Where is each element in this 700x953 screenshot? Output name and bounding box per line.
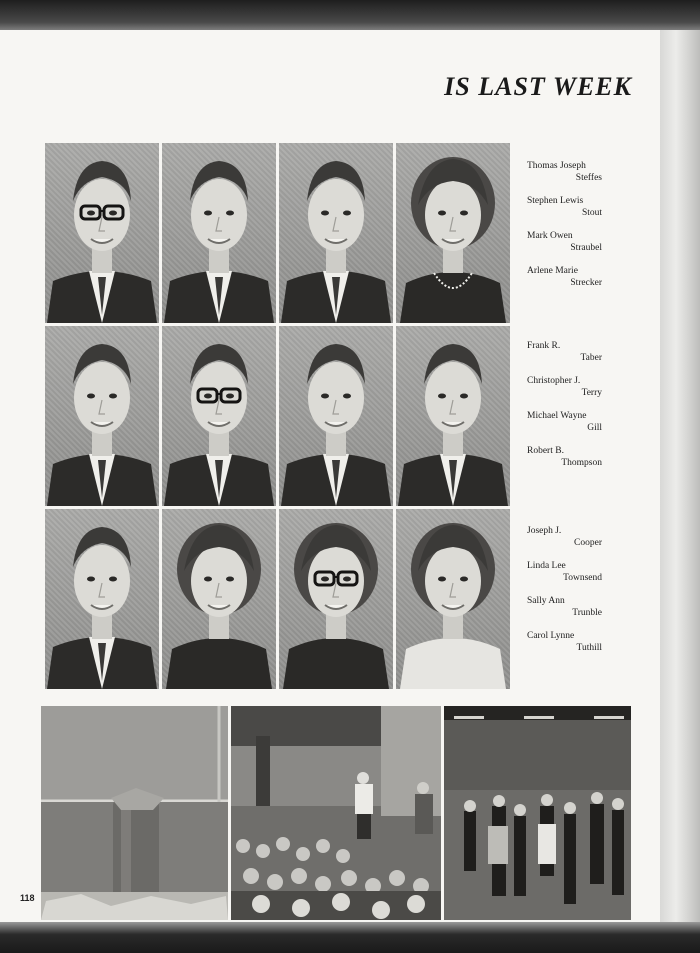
last-name: Townsend: [563, 573, 602, 583]
portrait-name: [510, 230, 602, 254]
portrait-name: [510, 595, 602, 619]
portrait-name: [510, 195, 602, 219]
last-name: Trunble: [572, 608, 602, 618]
candid-photo-trash-can: [41, 706, 228, 920]
portrait-name: [510, 265, 602, 289]
portrait-photo: [162, 143, 276, 323]
last-name: Cooper: [574, 538, 602, 548]
portrait-photo: [279, 326, 393, 506]
portrait-name: [510, 630, 602, 654]
portrait-name: [510, 445, 602, 469]
last-name: Thompson: [561, 458, 602, 468]
portrait-photo: [162, 509, 276, 689]
candid-photo-strip: [41, 706, 631, 920]
first-name: Christopher J.: [527, 376, 581, 386]
portrait-name: [510, 340, 602, 364]
last-name: Stout: [581, 208, 602, 218]
first-name: Joseph J.: [527, 526, 562, 536]
page-heading: IS LAST WEEK: [444, 72, 632, 101]
portrait-name: [510, 525, 602, 549]
last-name: Taber: [580, 353, 602, 363]
first-name: Mark Owen: [527, 231, 573, 241]
portrait-photo: [396, 326, 510, 506]
portrait-photo: [45, 326, 159, 506]
last-name: Steffes: [575, 173, 602, 183]
scan-bottom-edge: [0, 922, 700, 953]
portrait-name: [510, 560, 602, 584]
first-name: Robert B.: [527, 446, 564, 456]
candid-photo-gym-crowd: [444, 706, 631, 920]
first-name: Stephen Lewis: [527, 196, 584, 206]
first-name: Carol Lynne: [527, 631, 575, 641]
first-name: Frank R.: [527, 341, 561, 351]
portrait-photo: [279, 143, 393, 323]
last-name: Terry: [581, 388, 602, 398]
first-name: Sally Ann: [527, 596, 565, 606]
portrait-photo: [396, 143, 510, 323]
portrait-name: [510, 410, 602, 434]
portrait-photo: [162, 326, 276, 506]
last-name: Strecker: [570, 278, 602, 288]
first-name: Michael Wayne: [527, 411, 587, 421]
portrait-grid: [45, 143, 507, 689]
portrait-name: [510, 375, 602, 399]
portrait-photo: [45, 509, 159, 689]
scan-top-edge: [0, 0, 700, 32]
page-number: 118: [20, 893, 35, 903]
last-name: Straubel: [570, 243, 602, 253]
portrait-name: [510, 160, 602, 184]
first-name: Thomas Joseph: [527, 161, 586, 171]
portrait-photo: [279, 509, 393, 689]
first-name: Linda Lee: [527, 561, 566, 571]
last-name: Gill: [587, 423, 602, 433]
candid-photo-assembly: [231, 706, 441, 920]
portrait-photo: [396, 509, 510, 689]
first-name: Arlene Marie: [527, 266, 578, 276]
last-name: Tuthill: [576, 643, 602, 653]
page-binding-shadow: [660, 30, 700, 924]
portrait-photo: [45, 143, 159, 323]
